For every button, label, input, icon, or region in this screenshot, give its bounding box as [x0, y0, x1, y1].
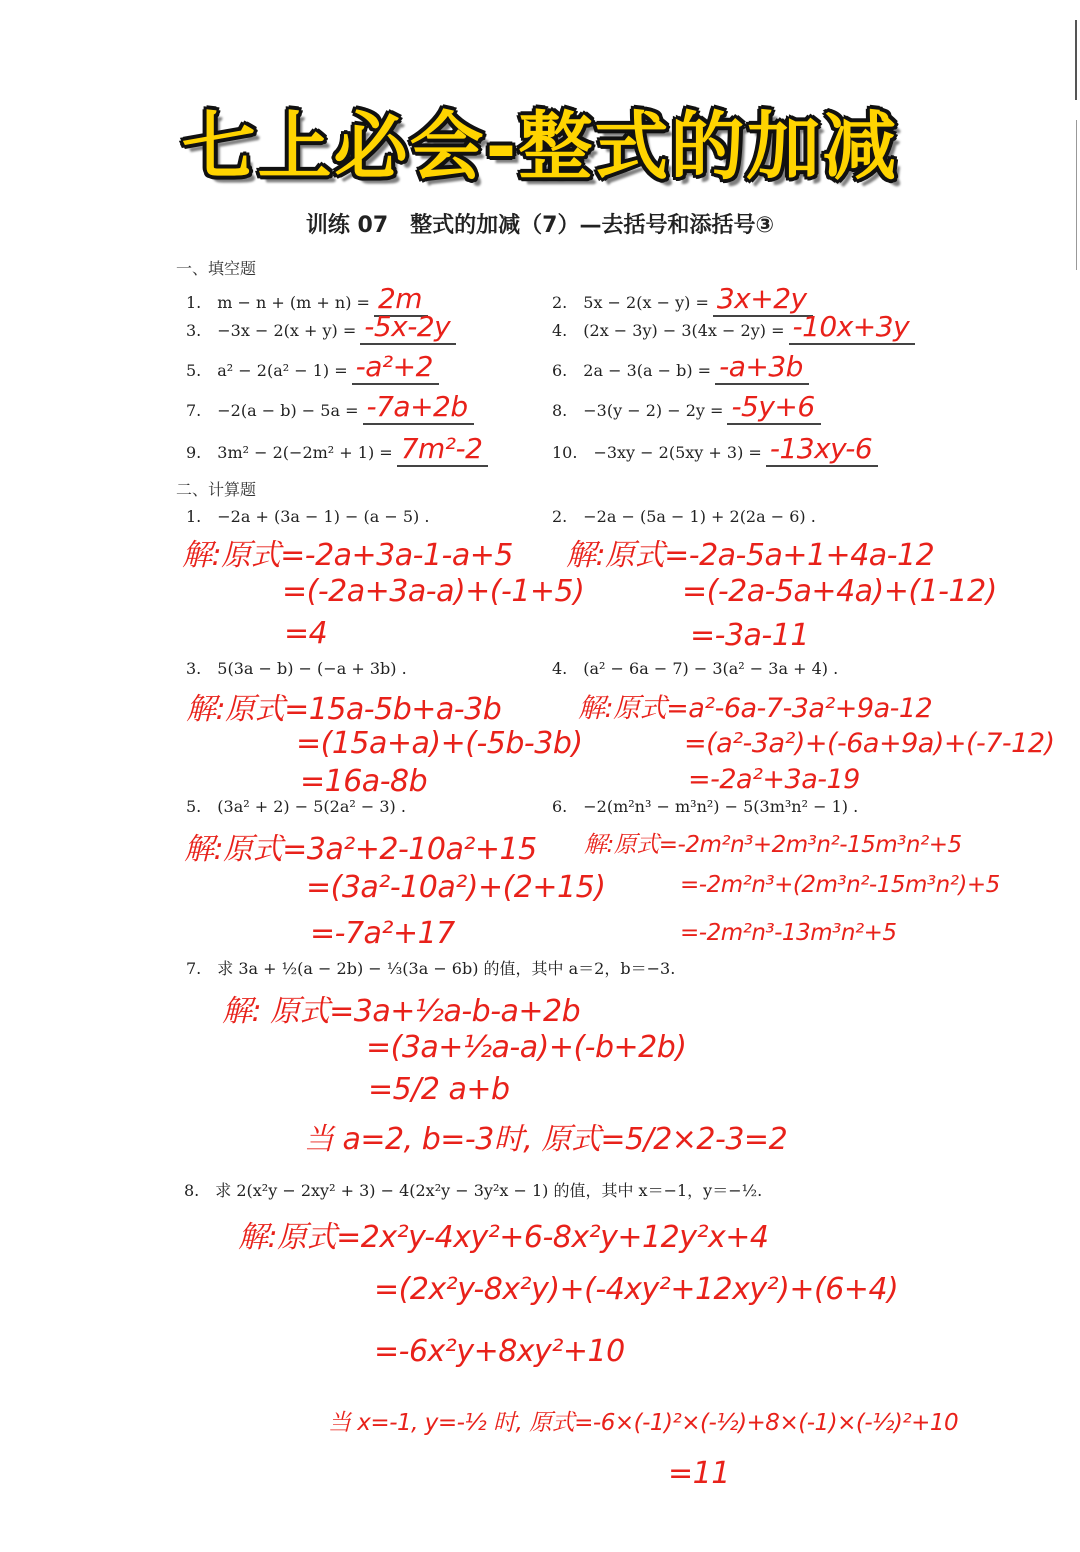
- calc-question: 5. (3a² + 2) − 5(2a² − 3) .: [186, 797, 406, 816]
- calc-question: 6. −2(m²n³ − m³n²) − 5(3m³n² − 1) .: [552, 797, 859, 816]
- fill-answer: -7a+2b: [363, 390, 474, 425]
- fill-question: 3. −3x − 2(x + y) = -5x-2y: [186, 312, 456, 342]
- solution-line: =5/2 a+b: [368, 1072, 510, 1107]
- worksheet-title: 训练 07 整式的加减（7）—去括号和添括号③: [305, 213, 775, 238]
- solution-line: =11: [668, 1456, 730, 1491]
- solution-line: =-6x²y+8xy²+10: [374, 1334, 625, 1369]
- fill-question: 7. −2(a − b) − 5a = -7a+2b: [186, 392, 474, 422]
- solution-line: =-2a²+3a-19: [688, 764, 860, 795]
- solution-line: =16a-8b: [300, 764, 428, 799]
- solution-line: =-2m²n³+(2m³n²-15m³n²)+5: [680, 872, 1000, 898]
- solution-line: 解:原式=3a²+2-10a²+15: [184, 832, 537, 867]
- solution-line: =(2x²y-8x²y)+(-4xy²+12xy²)+(6+4): [374, 1272, 899, 1307]
- calc-question: 7. 求 3a + ½(a − 2b) − ⅓(3a − 6b) 的值，其中 a＝2，b＝−3.: [186, 959, 676, 978]
- section-heading-calc: 二、计算题: [176, 480, 257, 499]
- fill-question: 6. 2a − 3(a − b) = -a+3b: [552, 352, 809, 382]
- fill-answer: -a²+2: [352, 350, 439, 385]
- solution-line: 当 a=2, b=-3时, 原式=5/2×2-3=2: [304, 1122, 788, 1157]
- fill-answer: 2m: [374, 282, 428, 317]
- solution-line: =(a²-3a²)+(-6a+9a)+(-7-12): [684, 728, 1055, 759]
- fill-question: 9. 3m² − 2(−2m² + 1) = 7m²-2: [186, 434, 488, 464]
- calc-question: 4. (a² − 6a − 7) − 3(a² − 3a + 4) .: [552, 659, 839, 678]
- fill-question: 10. −3xy − 2(5xy + 3) = -13xy-6: [552, 434, 878, 464]
- solution-line: =-7a²+17: [310, 916, 455, 951]
- fill-answer: -5x-2y: [360, 310, 456, 345]
- solution-line: 当 x=-1, y=-½ 时, 原式=-6×(-1)²×(-½)+8×(-1)×(-½)²+10: [328, 1410, 959, 1436]
- solution-line: =4: [284, 616, 328, 651]
- solution-line: 解:原式=a²-6a-7-3a²+9a-12: [578, 693, 933, 724]
- solution-line: =(3a+½a-a)+(-b+2b): [366, 1030, 687, 1065]
- solution-line: =(-2a+3a-a)+(-1+5): [282, 574, 585, 609]
- calc-question: 1. −2a + (3a − 1) − (a − 5) .: [186, 507, 430, 526]
- fill-question: 5. a² − 2(a² − 1) = -a²+2: [186, 352, 439, 382]
- solution-line: =-3a-11: [690, 618, 809, 653]
- calc-question: 8. 求 2(x²y − 2xy² + 3) − 4(2x²y − 3y²x − 1) 的值，其中 x＝−1，y＝−½.: [184, 1181, 763, 1200]
- solution-line: 解:原式=-2a-5a+1+4a-12: [566, 538, 935, 573]
- banner-title: 七上必会-整式的加减: [181, 104, 899, 190]
- solution-line: 解:原式=-2a+3a-1-a+5: [182, 538, 513, 573]
- solution-line: =(3a²-10a²)+(2+15): [306, 870, 606, 905]
- calc-question: 3. 5(3a − b) − (−a + 3b) .: [186, 659, 407, 678]
- calc-question: 2. −2a − (5a − 1) + 2(2a − 6) .: [552, 507, 816, 526]
- solution-line: 解: 原式=3a+½a-b-a+2b: [222, 994, 581, 1029]
- fill-answer: -10x+3y: [789, 310, 916, 345]
- fill-question: 2. 5x − 2(x − y) = 3x+2y: [552, 284, 813, 314]
- fill-answer: -13xy-6: [766, 432, 878, 467]
- fill-question: 1. m − n + (m + n) = 2m: [186, 284, 428, 314]
- solution-line: 解:原式=-2m²n³+2m³n²-15m³n²+5: [584, 832, 962, 858]
- solution-line: =(15a+a)+(-5b-3b): [296, 726, 583, 761]
- fill-answer: 3x+2y: [713, 282, 813, 317]
- section-heading-fill-blank: 一、填空题: [176, 259, 257, 278]
- fill-answer: -5y+6: [727, 390, 820, 425]
- fill-question: 4. (2x − 3y) − 3(4x − 2y) = -10x+3y: [552, 312, 915, 342]
- fill-question: 8. −3(y − 2) − 2y = -5y+6: [552, 392, 821, 422]
- fill-answer: 7m²-2: [397, 432, 489, 467]
- solution-line: 解:原式=2x²y-4xy²+6-8x²y+12y²x+4: [238, 1220, 769, 1255]
- solution-line: 解:原式=15a-5b+a-3b: [186, 692, 502, 727]
- solution-line: =-2m²n³-13m³n²+5: [680, 920, 897, 946]
- fill-answer: -a+3b: [715, 350, 809, 385]
- solution-line: =(-2a-5a+4a)+(1-12): [682, 574, 997, 609]
